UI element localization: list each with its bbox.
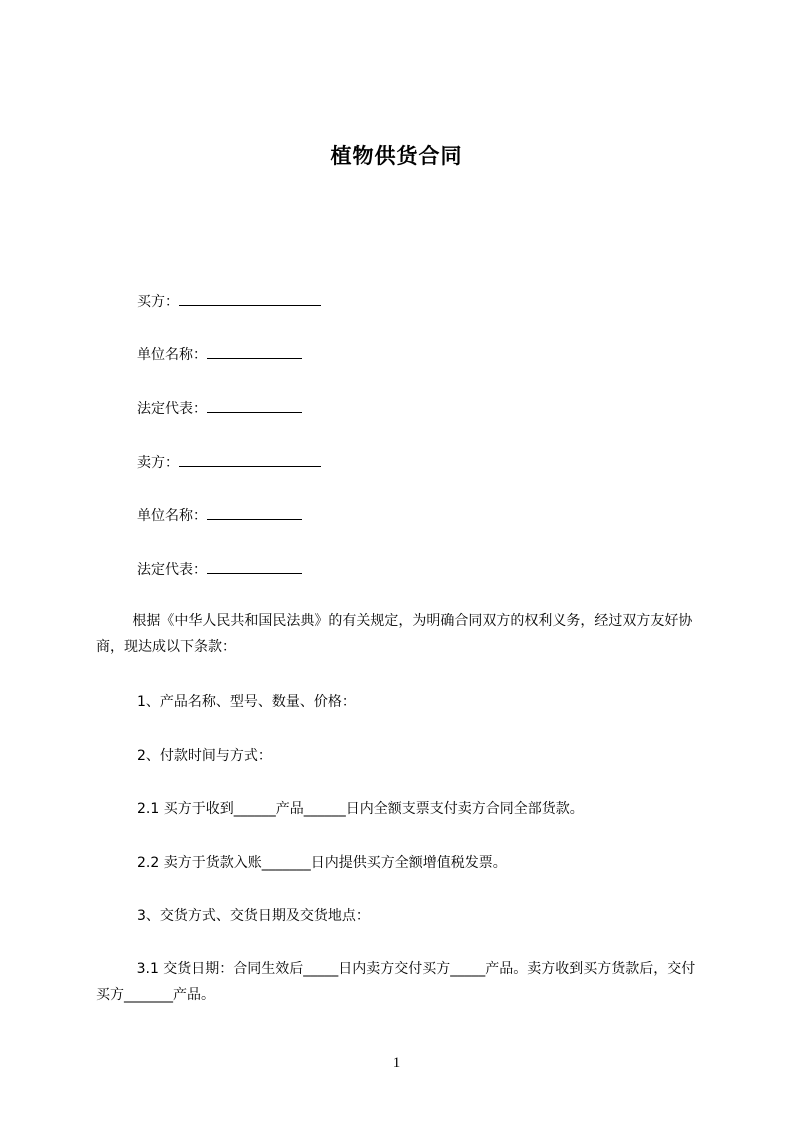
page-number: 1 (392, 1055, 401, 1071)
clause-2-1: 2.1 买方于收到______产品______日内全额支票支付卖方合同全部货款。 (137, 801, 584, 817)
seller-blank (179, 452, 321, 467)
buyer-blank (179, 291, 321, 306)
buyer-line (137, 291, 321, 313)
clause-3-1: 3.1 交货日期：合同生效后_____日内卖方交付买方_____产品。卖方收到买方货款后，交付买方_______产品。 (96, 961, 696, 1003)
seller-unit-line (137, 505, 302, 527)
seller-label: 卖方： (137, 455, 179, 471)
buyer-label: 买方： (137, 294, 179, 310)
buyer-rep-line (137, 398, 302, 420)
seller-rep-label: 法定代表： (137, 562, 207, 578)
buyer-unit-label: 单位名称： (137, 347, 207, 363)
seller-line (137, 452, 321, 474)
seller-unit-blank (207, 505, 302, 520)
clause-2: 2、付款时间与方式： (137, 748, 272, 764)
seller-rep-blank (207, 559, 302, 574)
seller-rep-line (137, 559, 302, 581)
document-title: 植物供货合同 (330, 144, 463, 168)
clause-3: 3、交货方式、交货日期及交货地点： (137, 908, 370, 924)
buyer-unit-line (137, 344, 302, 366)
buyer-rep-blank (207, 398, 302, 413)
seller-unit-label: 单位名称： (137, 508, 207, 524)
clause-2-2: 2.2 卖方于货款入账_______日内提供买方全额增值税发票。 (137, 855, 507, 871)
buyer-unit-blank (207, 344, 302, 359)
intro-paragraph: 根据《中华人民共和国民法典》的有关规定，为明确合同双方的权利义务，经过双方友好协商，现达成以下条款： (96, 613, 693, 655)
buyer-rep-label: 法定代表： (137, 401, 207, 417)
clause-1: 1、产品名称、型号、数量、价格： (137, 694, 356, 710)
